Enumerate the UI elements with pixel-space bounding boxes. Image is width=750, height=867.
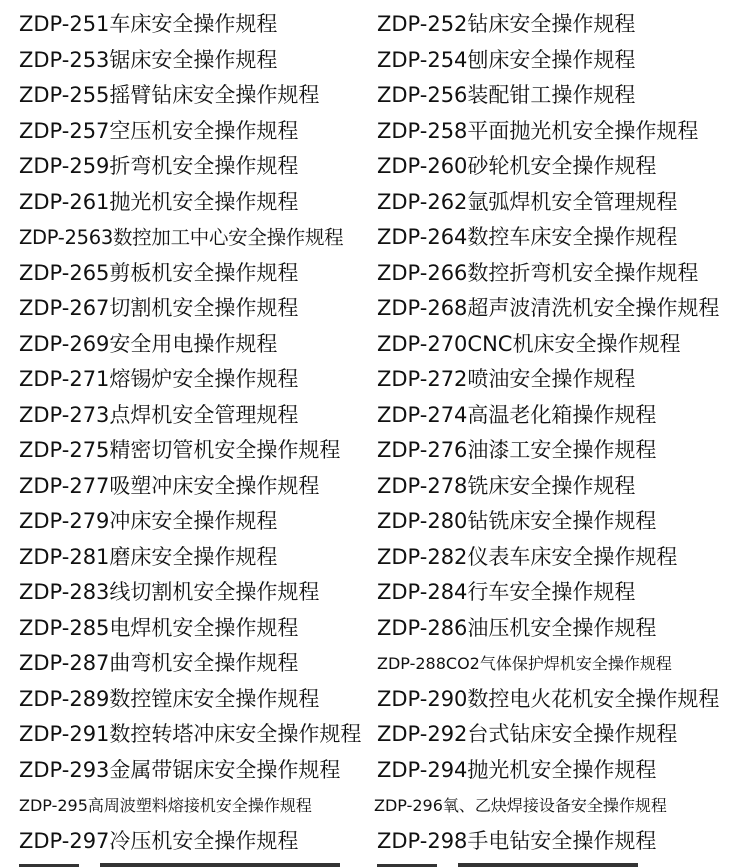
list-row xyxy=(0,78,750,113)
list-row xyxy=(0,717,750,752)
list-item: ZDP-282仪表车床安全操作规程 xyxy=(377,545,678,569)
list-item: ZDP-280钻铣床安全操作规程 xyxy=(377,509,657,533)
list-item: ZDP-258平面抛光机安全操作规程 xyxy=(377,119,699,143)
list-row xyxy=(0,469,750,504)
list-item: ZDP-270CNC机床安全操作规程 xyxy=(377,332,681,356)
list-row xyxy=(0,220,750,255)
list-row xyxy=(0,327,750,362)
list-item: ZDP-271熔锡炉安全操作规程 xyxy=(19,367,299,391)
list-item: ZDP-274高温老化箱操作规程 xyxy=(377,403,657,427)
list-item: ZDP-285电焊机安全操作规程 xyxy=(19,616,299,640)
list-item: ZDP-294抛光机安全操作规程 xyxy=(377,758,657,782)
list-item: ZDP-272喷油安全操作规程 xyxy=(377,367,636,391)
list-item: ZDP-275精密切管机安全操作规程 xyxy=(19,438,341,462)
list-row xyxy=(0,362,750,397)
list-item: ZDP-257空压机安全操作规程 xyxy=(19,119,299,143)
list-item: ZDP-262氩弧焊机安全管理规程 xyxy=(377,190,678,214)
list-item: ZDP-298手电钻安全操作规程 xyxy=(377,829,657,853)
list-row xyxy=(0,824,750,859)
list-row xyxy=(0,291,750,326)
list-item: ZDP-279冲床安全操作规程 xyxy=(19,509,278,533)
list-row xyxy=(0,433,750,468)
list-item: ZDP-296氧、乙炔焊接设备安全操作规程 xyxy=(374,796,667,815)
list-item: ZDP-276油漆工安全操作规程 xyxy=(377,438,657,462)
list-item: ZDP-268超声波清洗机安全操作规程 xyxy=(377,296,720,320)
list-item: ZDP-277吸塑冲床安全操作规程 xyxy=(19,474,320,498)
list-item: ZDP-267切割机安全操作规程 xyxy=(19,296,299,320)
list-row xyxy=(0,256,750,291)
list-item: ZDP-255摇臂钻床安全操作规程 xyxy=(19,83,320,107)
list-item: ZDP-273点焊机安全管理规程 xyxy=(19,403,299,427)
list-row xyxy=(0,149,750,184)
list-row xyxy=(0,540,750,575)
list-item: ZDP-251车床安全操作规程 xyxy=(19,12,278,36)
list-item: ZDP-254刨床安全操作规程 xyxy=(377,48,636,72)
list-item: ZDP-289数控镗床安全操作规程 xyxy=(19,687,320,711)
list-item: ZDP-253锯床安全操作规程 xyxy=(19,48,278,72)
list-row xyxy=(0,575,750,610)
list-item: ZDP-284行车安全操作规程 xyxy=(377,580,636,604)
list-item: ZDP-266数控折弯机安全操作规程 xyxy=(377,261,699,285)
list-item: ZDP-297冷压机安全操作规程 xyxy=(19,829,299,853)
list-item: ZDP-259折弯机安全操作规程 xyxy=(19,154,299,178)
list-item: ZDP-265剪板机安全操作规程 xyxy=(19,261,299,285)
list-row xyxy=(0,114,750,149)
list-row xyxy=(0,611,750,646)
list-item: ZDP-292台式钻床安全操作规程 xyxy=(377,722,678,746)
list-row xyxy=(0,7,750,42)
list-row xyxy=(0,398,750,433)
list-item: ZDP-256装配钳工操作规程 xyxy=(377,83,636,107)
list-row xyxy=(0,43,750,78)
list-row xyxy=(0,646,750,681)
list-item: ZDP-261抛光机安全操作规程 xyxy=(19,190,299,214)
list-item: ZDP-278铣床安全操作规程 xyxy=(377,474,636,498)
list-row xyxy=(0,788,750,823)
list-item: ZDP-281磨床安全操作规程 xyxy=(19,545,278,569)
clipped-row xyxy=(0,856,750,867)
list-item: ZDP-260砂轮机安全操作规程 xyxy=(377,154,657,178)
list-item: ZDP-288CO2气体保护焊机安全操作规程 xyxy=(377,654,672,673)
list-item: ZDP-2563数控加工中心安全操作规程 xyxy=(19,226,344,249)
list-item: ZDP-291数控转塔冲床安全操作规程 xyxy=(19,722,362,746)
list-item: ZDP-252钻床安全操作规程 xyxy=(377,12,636,36)
clipped-text-fragment xyxy=(0,858,750,867)
list-item: ZDP-290数控电火花机安全操作规程 xyxy=(377,687,720,711)
list-row xyxy=(0,504,750,539)
list-item: ZDP-286油压机安全操作规程 xyxy=(377,616,657,640)
list-row xyxy=(0,753,750,788)
list-row xyxy=(0,682,750,717)
list-item: ZDP-287曲弯机安全操作规程 xyxy=(19,651,299,675)
list-item: ZDP-264数控车床安全操作规程 xyxy=(377,225,678,249)
list-item: ZDP-293金属带锯床安全操作规程 xyxy=(19,758,341,782)
list-item: ZDP-283线切割机安全操作规程 xyxy=(19,580,320,604)
list-row xyxy=(0,185,750,220)
list-item: ZDP-295高周波塑料熔接机安全操作规程 xyxy=(19,796,312,815)
list-item: ZDP-269安全用电操作规程 xyxy=(19,332,278,356)
